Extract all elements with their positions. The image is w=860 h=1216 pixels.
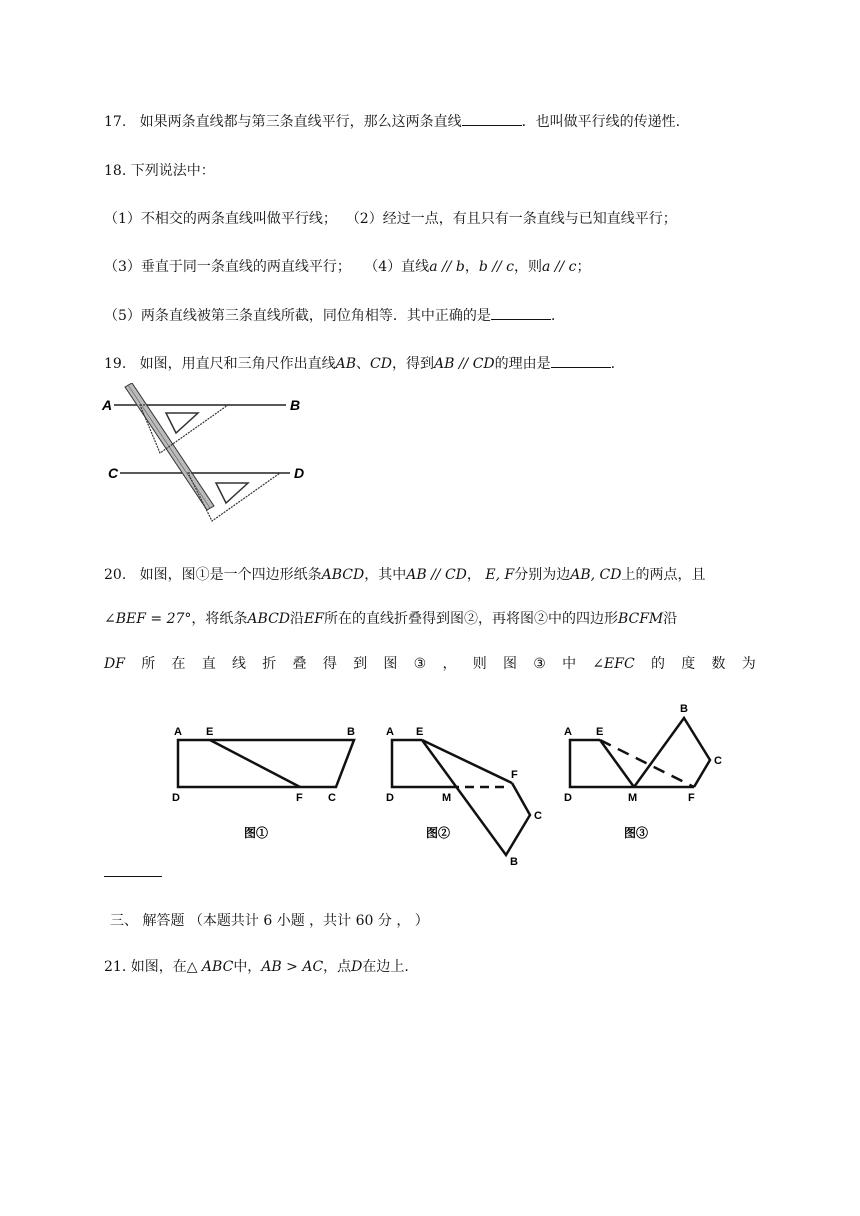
statement-4: （4）直线a // b，b // c，则a // c； xyxy=(364,259,591,275)
svg-text:E: E xyxy=(206,726,214,738)
question-19: 19. 如图，用直尺和三角尺作出直线AB、CD，得到AB // CD的理由是 . xyxy=(104,353,615,374)
svg-text:C: C xyxy=(328,792,336,804)
svg-text:M: M xyxy=(442,792,452,804)
svg-text:C: C xyxy=(714,755,722,767)
statement-row-2 xyxy=(104,257,591,277)
statement-row-1 xyxy=(104,209,677,229)
question-21: 21. 如图，在△ ABC中，AB > AC，点D在边上. xyxy=(104,959,409,975)
label-a: A xyxy=(102,397,113,413)
svg-text:图②: 图② xyxy=(426,826,451,840)
svg-text:A: A xyxy=(386,726,394,738)
svg-text:E: E xyxy=(596,726,604,738)
svg-text:B: B xyxy=(510,856,518,868)
math-ab: AB xyxy=(335,356,357,372)
label-b: B xyxy=(290,397,301,413)
figure-3 xyxy=(556,700,736,850)
svg-text:F: F xyxy=(511,769,518,781)
svg-text:B: B xyxy=(680,703,688,715)
svg-text:D: D xyxy=(564,792,572,804)
answer-blank xyxy=(551,353,611,368)
section-heading: 三、 解答题 （本题共计 6 小题 ，共计 60 分 ， ） xyxy=(110,913,429,929)
math-cd: CD xyxy=(370,356,392,372)
svg-text:M: M xyxy=(628,792,638,804)
period: . xyxy=(550,308,556,324)
answer-blank xyxy=(491,305,551,320)
question-17 xyxy=(104,111,680,132)
question-20-line-1: 20. 如图，图①是一个四边形纸条ABCD，其中AB // CD， E, F分别为边AB, CD上的两点，且 xyxy=(104,567,706,583)
question-20-line-2: ∠BEF = 27°，将纸条ABCD沿EF所在的直线折叠得到图②，再将图②中的四边形BCFM沿 xyxy=(104,611,678,627)
svg-text:A: A xyxy=(564,726,572,738)
question-text: 18. 下列说法中： xyxy=(104,163,215,179)
svg-text:C: C xyxy=(534,810,542,822)
question-text-end: ．也叫做平行线的传递性. xyxy=(521,114,681,130)
svg-text:D: D xyxy=(172,792,180,804)
question-number: 17. xyxy=(104,114,127,130)
statement-5: （5）两条直线被第三条直线所截，同位角相等．其中正确的是 xyxy=(104,308,491,324)
question-text: 如果两条直线都与第三条直线平行，那么这两条直线 xyxy=(139,114,462,130)
figure-1 xyxy=(166,715,366,865)
svg-text:D: D xyxy=(386,792,394,804)
answer-blank-q20 xyxy=(104,876,162,877)
statement-2: （2）经过一点，有且只有一条直线与已知直线平行； xyxy=(345,211,677,227)
ruler-triangle-figure xyxy=(100,383,310,523)
label-c: C xyxy=(108,465,119,481)
math-triangle: △ ABC xyxy=(186,959,234,975)
angle-bef: ∠BEF = 27° xyxy=(104,611,192,627)
question-18-header xyxy=(104,161,215,181)
question-number: 19. xyxy=(104,356,127,372)
answer-blank xyxy=(462,111,522,126)
question-text: 如图，用直尺和三角尺作出直线 xyxy=(139,356,336,372)
svg-text:E: E xyxy=(416,726,424,738)
svg-text:图①: 图① xyxy=(244,826,269,840)
svg-text:A: A xyxy=(174,726,182,738)
figure-2 xyxy=(380,715,550,875)
question-20-line-3: DF 所 在 直 线 折 叠 得 到 图 ③ ， 则 图 ③ 中 ∠EFC 的 度 数 为 xyxy=(104,656,756,672)
math-inequality: AB > AC xyxy=(261,959,324,975)
svg-text:F: F xyxy=(296,792,303,804)
statement-3: （3）垂直于同一条直线的两直线平行； xyxy=(104,259,351,275)
svg-text:F: F xyxy=(688,792,695,804)
label-d: D xyxy=(294,465,305,481)
svg-text:B: B xyxy=(347,726,355,738)
question-number: 20. xyxy=(104,567,127,583)
statement-row-3 xyxy=(104,305,555,326)
statement-1: （1）不相交的两条直线叫做平行线； xyxy=(104,211,337,227)
svg-text:图③: 图③ xyxy=(624,826,649,840)
math-parallel: AB // CD xyxy=(433,356,495,372)
